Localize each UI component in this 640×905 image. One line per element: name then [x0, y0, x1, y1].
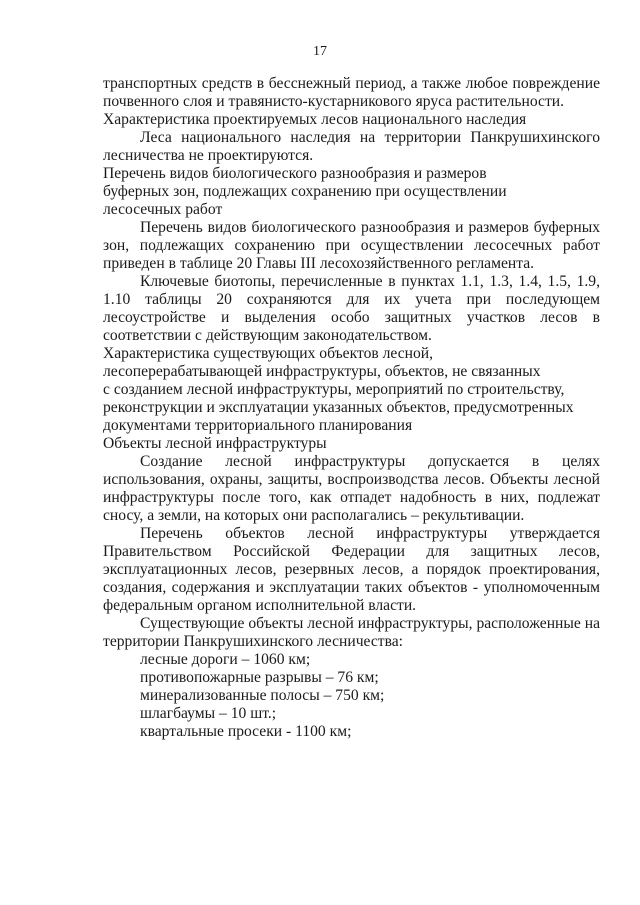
heading-heritage-forests: Характеристика проектируемых лесов национального наследия	[103, 111, 527, 128]
heading-forest-infrastructure-objects: Объекты лесной инфраструктуры	[103, 435, 327, 452]
list-item: шлагбаумы – 10 шт.;	[140, 705, 277, 722]
paragraph-objects-1: Создание лесной инфраструктуры допускается в целях использования, охраны, защиты, воспроизводства лесов. Объекты лесной инфраструктуры после того, как отпадет надобность в них, подлежат сносу, а земли, на которых они располагались – рекультивации.	[103, 453, 600, 524]
paragraph-biodiversity-2: Ключевые биотопы, перечисленные в пунктах 1.1, 1.3, 1.4, 1.5, 1.9, 1.10 таблицы 20 сохраняются для их учета при последующем лесоустройстве и выделения особо защитных участков лесов в соответствии с действующим законодательством.	[103, 273, 600, 344]
list-item: квартальные просеки - 1100 км;	[140, 723, 352, 740]
heading-line: лесосечных работ	[103, 201, 223, 218]
heading-line: Характеристика существующих объектов лесной,	[103, 345, 434, 362]
paragraph-heritage-forests: Леса национального наследия на территории Панкрушихинского лесничества не проектируются.	[103, 129, 600, 164]
heading-biodiversity	[103, 165, 600, 219]
paragraph-objects-3: Существующие объекты лесной инфраструктуры, расположенные на территории Панкрушихинского лесничества:	[103, 615, 600, 650]
paragraph-intro: транспортных средств в бесснежный период, а также любое повреждение почвенного слоя и травянисто-кустарникового яруса растительности.	[103, 75, 600, 110]
heading-line: Перечень видов биологического разнообразия и размеров	[103, 165, 487, 182]
heading-line: с созданием лесной инфраструктуры, мероприятий по строительству,	[103, 381, 565, 398]
heading-line: лесоперерабатывающей инфраструктуры, объектов, не связанных	[103, 363, 541, 380]
list-item: лесные дороги – 1060 км;	[140, 651, 311, 668]
heading-line: реконструкции и эксплуатации указанных объектов, предусмотренных	[103, 399, 574, 416]
paragraph-objects-2: Перечень объектов лесной инфраструктуры утверждается Правительством Российской Федерации для защитных лесов, эксплуатационных лесов, резервных лесов, а порядок проектирования, создания, содержания и эксплуатации таких объектов - уполномоченным федеральным органом исполнительной власти.	[103, 525, 600, 614]
list-item: минерализованные полосы – 750 км;	[140, 687, 385, 704]
page-content	[103, 75, 600, 741]
paragraph-biodiversity-1: Перечень видов биологического разнообразия и размеров буферных зон, подлежащих сохранению при осуществлении лесосечных работ приведен в таблице 20 Главы III лесохозяйственного регламента.	[103, 219, 600, 272]
list-item: противопожарные разрывы – 76 км;	[140, 669, 379, 686]
heading-line: документами территориального планирования	[103, 417, 413, 434]
heading-infrastructure	[103, 345, 600, 435]
page-number: 17	[313, 44, 327, 59]
heading-line: буферных зон, подлежащих сохранению при осуществлении	[103, 183, 507, 200]
